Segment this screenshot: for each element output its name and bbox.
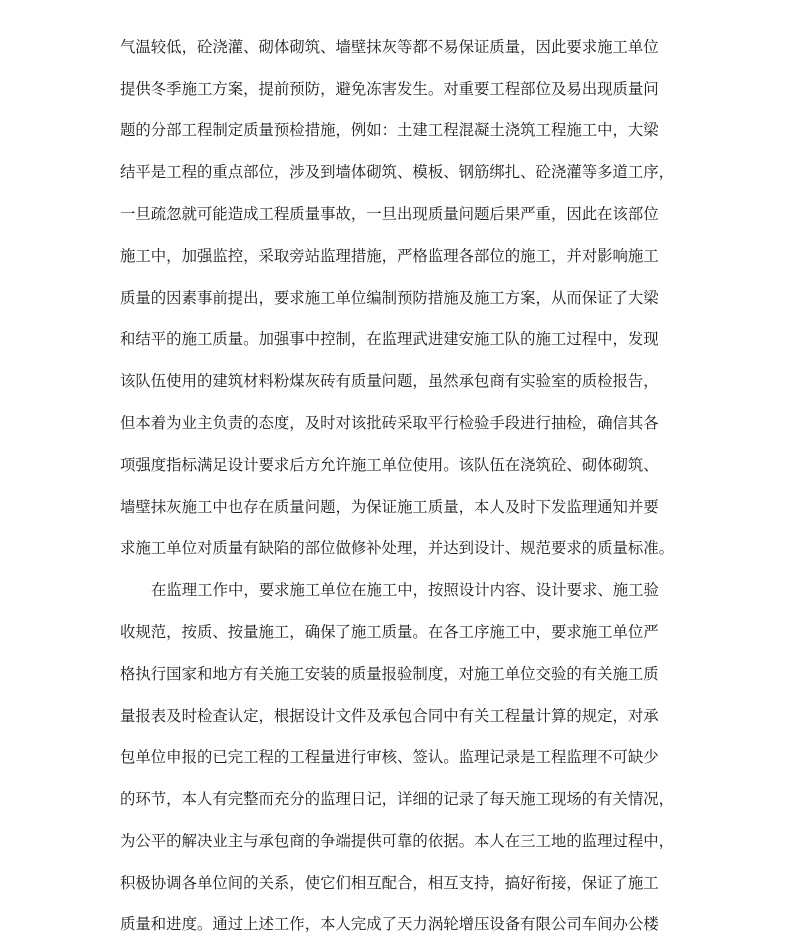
text-line: 为公平的解决业主与承包商的争端提供可靠的依据。本人在三工地的监理过程中，: [120, 832, 675, 850]
text-line: 一旦疏忽就可能造成工程质量事故，一旦出现质量问题后果严重，因此在该部位: [120, 205, 659, 223]
text-line: 量报表及时检查认定，根据设计文件及承包合同中有关工程量计算的规定，对承: [120, 707, 659, 725]
text-line: 收规范，按质、按量施工，确保了施工质量。在各工序施工中，要求施工单位严: [120, 623, 659, 641]
text-line: 施工中，加强监控，采取旁站监理措施，严格监理各部位的施工，并对影响施工: [120, 247, 659, 265]
text-line: 包单位申报的已完工程的工程量进行审核、签认。监理记录是工程监理不可缺少: [120, 748, 659, 766]
text-line: 积极协调各单位间的关系，使它们相互配合，相互支持，搞好衔接，保证了施工: [120, 874, 659, 892]
text-line: 质量和进度。通过上述工作，本人完成了天力涡轮增压设备有限公司车间办公楼: [120, 915, 659, 933]
text-line: 气温较低，砼浇灌、砌体砌筑、墙壁抹灰等都不易保证质量，因此要求施工单位: [120, 38, 659, 56]
text-line: 该队伍使用的建筑材料粉煤灰砖有质量问题，虽然承包商有实验室的质检报告，: [120, 372, 659, 390]
text-line: 结平是工程的重点部位，涉及到墙体砌筑、模板、钢筋绑扎、砼浇灌等多道工序，: [120, 163, 675, 181]
text-line: 质量的因素事前提出，要求施工单位编制预防措施及施工方案，从而保证了大梁: [120, 289, 659, 307]
paragraph-first-line: 在监理工作中，要求施工单位在施工中，按照设计内容、设计要求、施工验: [151, 581, 659, 599]
text-line: 项强度指标满足设计要求后方允许施工单位使用。该队伍在浇筑砼、砌体砌筑、: [120, 456, 659, 474]
text-line: 的环节，本人有完整而充分的监理日记，详细的记录了每天施工现场的有关情况，: [120, 790, 675, 808]
text-line: 但本着为业主负责的态度，及时对该批砖采取平行检验手段进行抽检，确信其各: [120, 414, 659, 432]
text-line: 和结平的施工质量。加强事中控制，在监理武进建安施工队的施工过程中，发现: [120, 330, 659, 348]
text-line: 格执行国家和地方有关施工安装的质量报验制度，对施工单位交验的有关施工质: [120, 665, 659, 683]
text-line: 墙壁抹灰施工中也存在质量问题，为保证施工质量，本人及时下发监理通知并要: [120, 498, 659, 516]
text-line: 求施工单位对质量有缺陷的部位做修补处理，并达到设计、规范要求的质量标准。: [120, 539, 675, 557]
text-line: 题的分部工程制定质量预检措施，例如：土建工程混凝土浇筑工程施工中，大梁: [120, 121, 659, 139]
text-line: 提供冬季施工方案，提前预防，避免冻害发生。对重要工程部位及易出现质量问: [120, 80, 659, 98]
